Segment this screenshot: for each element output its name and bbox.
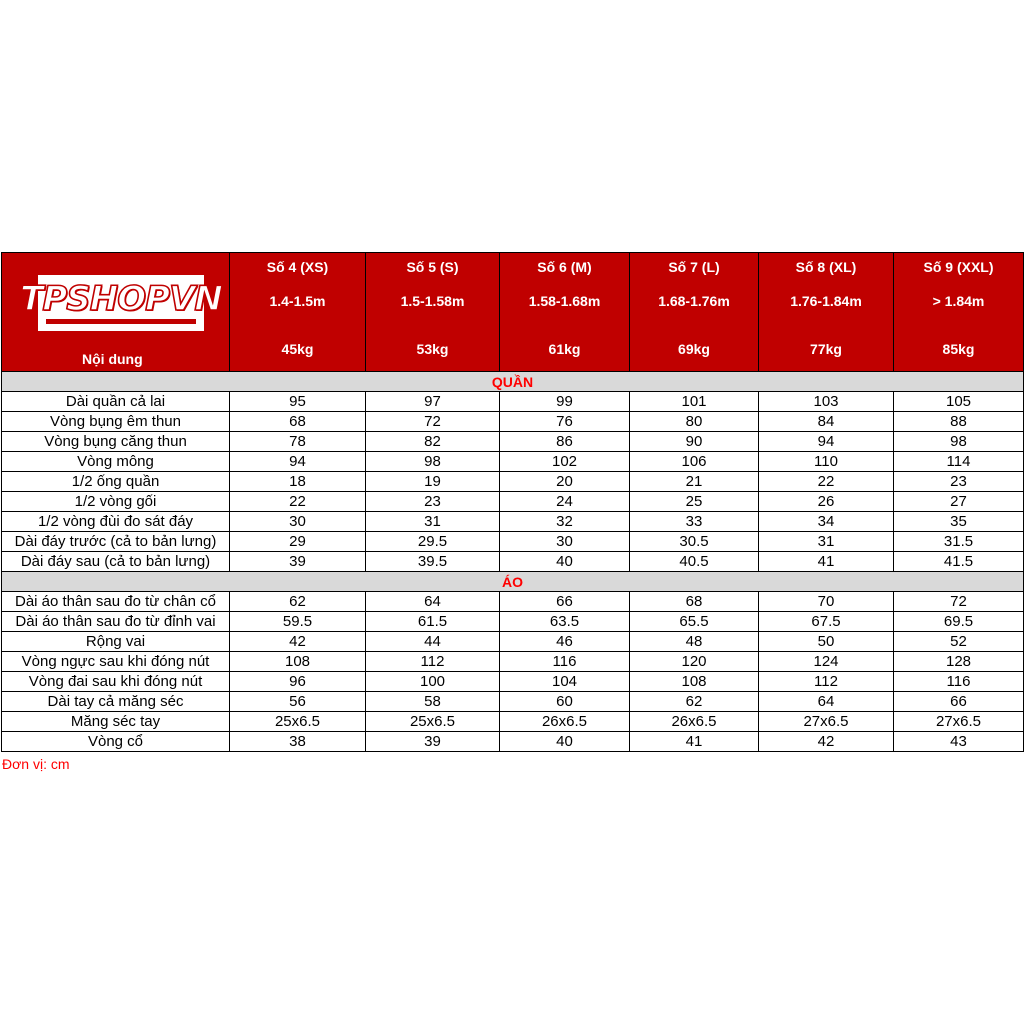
measurement-value: 94 xyxy=(759,432,894,452)
measurement-value: 76 xyxy=(500,412,630,432)
measurement-label: Dài áo thân sau đo từ đỉnh vai xyxy=(2,612,230,632)
measurement-value: 23 xyxy=(366,492,500,512)
measurement-value: 108 xyxy=(630,672,759,692)
measurement-value: 102 xyxy=(500,452,630,472)
measurement-label: Vòng ngực sau khi đóng nút xyxy=(2,652,230,672)
weight-value: 61kg xyxy=(548,341,581,357)
measurement-value: 46 xyxy=(500,632,630,652)
measurement-label: Rộng vai xyxy=(2,632,230,652)
measurement-value: 22 xyxy=(230,492,366,512)
height-range: 1.68-1.76m xyxy=(658,293,730,309)
size-table xyxy=(1,252,1024,752)
measurement-value: 27x6.5 xyxy=(759,712,894,732)
measurement-value: 64 xyxy=(366,592,500,612)
measurement-value: 100 xyxy=(366,672,500,692)
measurement-value: 68 xyxy=(630,592,759,612)
size-chart xyxy=(1,252,1023,752)
measurement-value: 26 xyxy=(759,492,894,512)
measurement-value: 112 xyxy=(366,652,500,672)
table-row xyxy=(2,672,1024,692)
size-label: Số 9 (XXL) xyxy=(923,259,994,275)
measurement-value: 112 xyxy=(759,672,894,692)
measurement-value: 66 xyxy=(500,592,630,612)
measurement-value: 19 xyxy=(366,472,500,492)
measurement-value: 116 xyxy=(500,652,630,672)
measurement-value: 18 xyxy=(230,472,366,492)
table-row xyxy=(2,432,1024,452)
measurement-value: 40 xyxy=(500,552,630,572)
measurement-value: 120 xyxy=(630,652,759,672)
measurement-value: 30 xyxy=(500,532,630,552)
measurement-value: 108 xyxy=(230,652,366,672)
measurement-label: 1/2 vòng gối xyxy=(2,492,230,512)
size-label: Số 8 (XL) xyxy=(795,259,857,275)
measurement-value: 23 xyxy=(894,472,1024,492)
height-range: > 1.84m xyxy=(932,293,985,309)
measurement-label: Dài áo thân sau đo từ chân cổ xyxy=(2,592,230,612)
table-row xyxy=(2,512,1024,532)
measurement-value: 99 xyxy=(500,392,630,412)
measurement-value: 124 xyxy=(759,652,894,672)
measurement-value: 41.5 xyxy=(894,552,1024,572)
size-label: Số 5 (S) xyxy=(406,259,459,275)
measurement-value: 41 xyxy=(759,552,894,572)
content-label: Nội dung xyxy=(82,351,143,367)
measurement-value: 25 xyxy=(630,492,759,512)
measurement-value: 20 xyxy=(500,472,630,492)
table-row xyxy=(2,632,1024,652)
measurement-value: 90 xyxy=(630,432,759,452)
measurement-label: Dài quần cả lai xyxy=(2,392,230,412)
measurement-value: 50 xyxy=(759,632,894,652)
measurement-value: 43 xyxy=(894,732,1024,752)
unit-note: Đơn vị: cm xyxy=(2,756,70,772)
measurement-value: 31.5 xyxy=(894,532,1024,552)
measurement-value: 29 xyxy=(230,532,366,552)
measurement-value: 72 xyxy=(366,412,500,432)
logo-text: TPSHOPVN xyxy=(20,279,222,319)
measurement-value: 59.5 xyxy=(230,612,366,632)
measurement-value: 62 xyxy=(230,592,366,612)
measurement-value: 114 xyxy=(894,452,1024,472)
measurement-value: 60 xyxy=(500,692,630,712)
size-column-header xyxy=(894,253,1024,372)
size-column-header xyxy=(630,253,759,372)
measurement-value: 97 xyxy=(366,392,500,412)
measurement-label: 1/2 ống quần xyxy=(2,472,230,492)
measurement-value: 21 xyxy=(630,472,759,492)
height-range: 1.5-1.58m xyxy=(400,293,465,309)
measurement-value: 64 xyxy=(759,692,894,712)
measurement-value: 96 xyxy=(230,672,366,692)
measurement-value: 80 xyxy=(630,412,759,432)
measurement-value: 39.5 xyxy=(366,552,500,572)
height-range: 1.58-1.68m xyxy=(528,293,601,309)
table-row xyxy=(2,592,1024,612)
measurement-value: 63.5 xyxy=(500,612,630,632)
table-row xyxy=(2,412,1024,432)
measurement-value: 82 xyxy=(366,432,500,452)
measurement-value: 110 xyxy=(759,452,894,472)
measurement-label: 1/2 vòng đùi đo sát đáy xyxy=(2,512,230,532)
measurement-value: 69.5 xyxy=(894,612,1024,632)
measurement-value: 42 xyxy=(759,732,894,752)
measurement-value: 56 xyxy=(230,692,366,712)
measurement-value: 86 xyxy=(500,432,630,452)
measurement-label: Vòng bụng căng thun xyxy=(2,432,230,452)
weight-value: 85kg xyxy=(942,341,975,357)
tpshopvn-logo xyxy=(20,275,222,331)
header-content-cell xyxy=(2,253,230,372)
measurement-value: 26x6.5 xyxy=(500,712,630,732)
measurement-label: Dài đáy sau (cả to bản lưng) xyxy=(2,552,230,572)
weight-value: 77kg xyxy=(810,341,842,357)
measurement-value: 33 xyxy=(630,512,759,532)
table-row xyxy=(2,652,1024,672)
measurement-value: 35 xyxy=(894,512,1024,532)
measurement-value: 40.5 xyxy=(630,552,759,572)
measurement-label: Vòng mông xyxy=(2,452,230,472)
table-row xyxy=(2,492,1024,512)
measurement-value: 25x6.5 xyxy=(366,712,500,732)
measurement-label: Vòng bụng êm thun xyxy=(2,412,230,432)
size-column-header xyxy=(500,253,630,372)
measurement-value: 70 xyxy=(759,592,894,612)
table-row xyxy=(2,452,1024,472)
measurement-value: 31 xyxy=(759,532,894,552)
measurement-label: Vòng đai sau khi đóng nút xyxy=(2,672,230,692)
size-label: Số 6 (M) xyxy=(537,259,592,275)
measurement-value: 98 xyxy=(894,432,1024,452)
measurement-value: 66 xyxy=(894,692,1024,712)
measurement-value: 30 xyxy=(230,512,366,532)
weight-value: 53kg xyxy=(416,341,449,357)
measurement-value: 98 xyxy=(366,452,500,472)
measurement-value: 105 xyxy=(894,392,1024,412)
measurement-value: 65.5 xyxy=(630,612,759,632)
measurement-value: 48 xyxy=(630,632,759,652)
size-label: Số 7 (L) xyxy=(668,259,720,275)
section-header-row xyxy=(2,372,1024,392)
section-header-row xyxy=(2,572,1024,592)
measurement-value: 103 xyxy=(759,392,894,412)
section-title: QUẦN xyxy=(2,372,1024,392)
measurement-value: 39 xyxy=(230,552,366,572)
table-row xyxy=(2,472,1024,492)
measurement-value: 39 xyxy=(366,732,500,752)
measurement-value: 62 xyxy=(630,692,759,712)
table-row xyxy=(2,732,1024,752)
measurement-value: 25x6.5 xyxy=(230,712,366,732)
measurement-value: 44 xyxy=(366,632,500,652)
measurement-value: 42 xyxy=(230,632,366,652)
table-row xyxy=(2,552,1024,572)
measurement-value: 72 xyxy=(894,592,1024,612)
measurement-value: 104 xyxy=(500,672,630,692)
table-row xyxy=(2,692,1024,712)
size-label: Số 4 (XS) xyxy=(266,259,329,275)
size-column-header xyxy=(759,253,894,372)
height-range: 1.4-1.5m xyxy=(269,293,326,309)
size-column-header xyxy=(230,253,366,372)
measurement-value: 31 xyxy=(366,512,500,532)
measurement-value: 34 xyxy=(759,512,894,532)
measurement-value: 61.5 xyxy=(366,612,500,632)
measurement-value: 40 xyxy=(500,732,630,752)
measurement-value: 68 xyxy=(230,412,366,432)
measurement-value: 88 xyxy=(894,412,1024,432)
measurement-value: 52 xyxy=(894,632,1024,652)
table-row xyxy=(2,712,1024,732)
weight-value: 69kg xyxy=(678,341,710,357)
measurement-value: 101 xyxy=(630,392,759,412)
table-row xyxy=(2,392,1024,412)
table-row xyxy=(2,532,1024,552)
table-row xyxy=(2,612,1024,632)
measurement-value: 128 xyxy=(894,652,1024,672)
weight-value: 45kg xyxy=(281,341,314,357)
measurement-value: 116 xyxy=(894,672,1024,692)
size-column-header xyxy=(366,253,500,372)
measurement-value: 29.5 xyxy=(366,532,500,552)
measurement-label: Dài đáy trước (cả to bản lưng) xyxy=(2,532,230,552)
measurement-value: 27 xyxy=(894,492,1024,512)
measurement-label: Dài tay cả măng séc xyxy=(2,692,230,712)
measurement-value: 26x6.5 xyxy=(630,712,759,732)
header-row xyxy=(2,253,1024,372)
measurement-value: 41 xyxy=(630,732,759,752)
measurement-value: 27x6.5 xyxy=(894,712,1024,732)
measurement-value: 78 xyxy=(230,432,366,452)
section-title: ÁO xyxy=(2,572,1024,592)
measurement-value: 22 xyxy=(759,472,894,492)
measurement-label: Vòng cổ xyxy=(2,732,230,752)
measurement-value: 95 xyxy=(230,392,366,412)
measurement-value: 94 xyxy=(230,452,366,472)
logo-underline xyxy=(46,319,196,324)
measurement-value: 84 xyxy=(759,412,894,432)
measurement-value: 38 xyxy=(230,732,366,752)
measurement-label: Măng séc tay xyxy=(2,712,230,732)
height-range: 1.76-1.84m xyxy=(790,293,862,309)
measurement-value: 30.5 xyxy=(630,532,759,552)
measurement-value: 67.5 xyxy=(759,612,894,632)
measurement-value: 106 xyxy=(630,452,759,472)
measurement-value: 32 xyxy=(500,512,630,532)
measurement-value: 24 xyxy=(500,492,630,512)
measurement-value: 58 xyxy=(366,692,500,712)
